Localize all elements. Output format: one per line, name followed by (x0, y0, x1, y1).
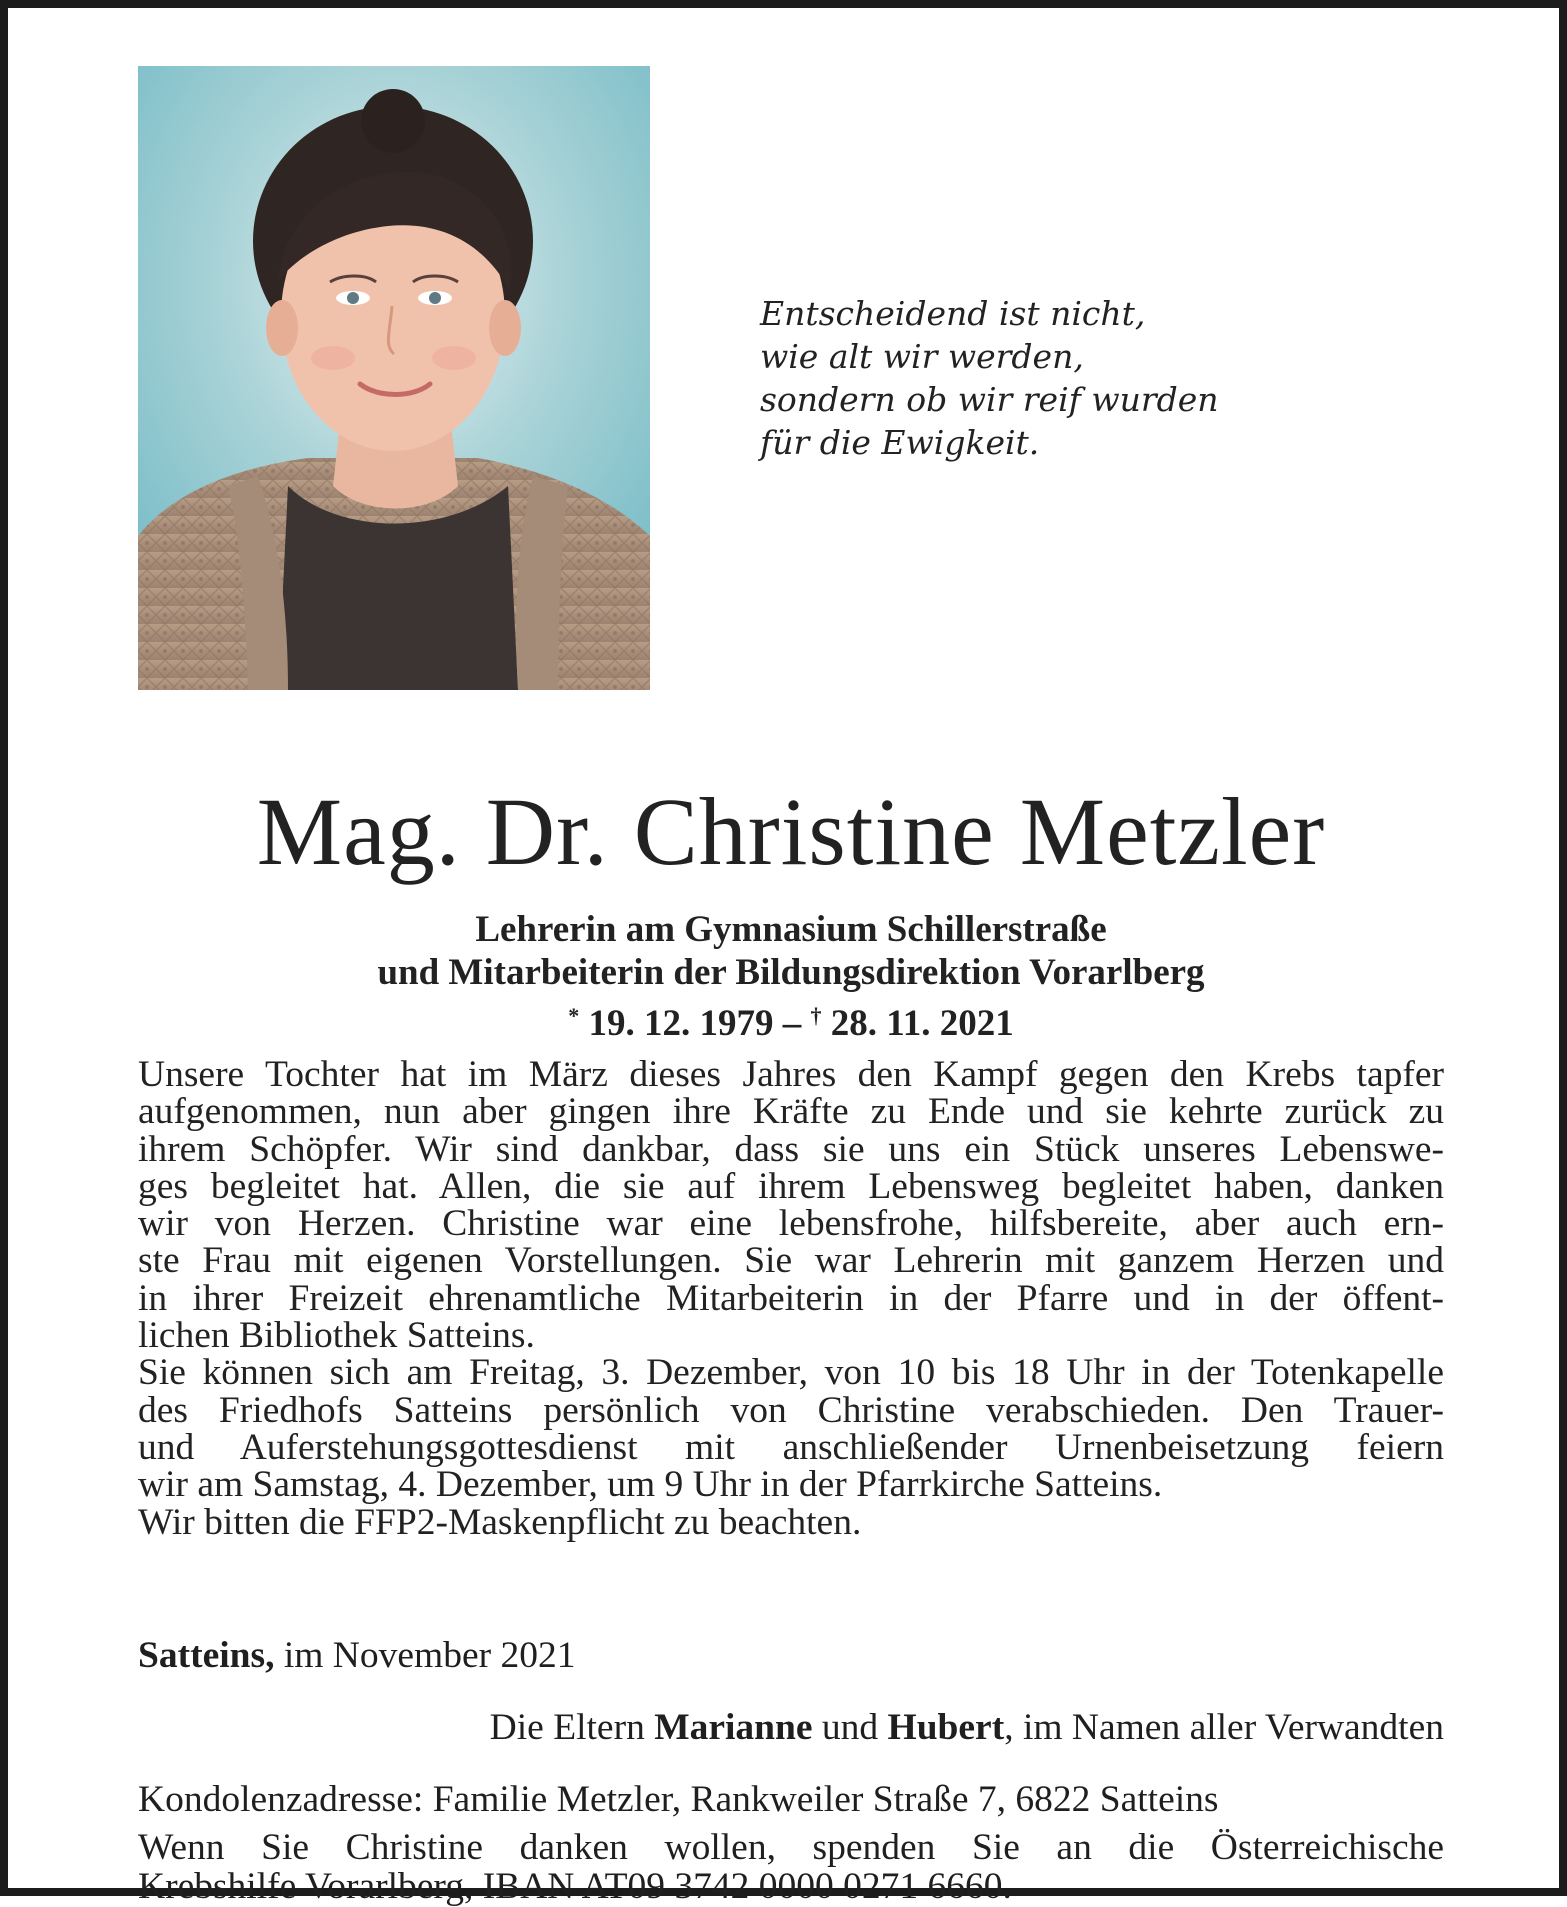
father-name: Hubert (887, 1707, 1005, 1748)
death-symbol: † (810, 1003, 822, 1028)
quote-line: für die Ewigkeit. (760, 423, 1040, 462)
text-line: ihrem Schöpfer. Wir sind dankbar, dass sie uns ein Stück unseres Lebenswe- (138, 1128, 1444, 1170)
occupation-line-1: Lehrerin am Gymnasium Schillerstraße (475, 909, 1107, 950)
place-town: Satteins, (138, 1635, 275, 1676)
text-line: wir am Samstag, 4. Dezember, um 9 Uhr in der Pfarrkirche Satteins. (138, 1464, 1163, 1506)
place-date: im November 2021 (274, 1635, 576, 1676)
occupation-line-2: und Mitarbeiterin der Bildungsdirektion Vorarlberg (377, 952, 1205, 993)
donation-line: Wenn Sie Christine danken wollen, spenden Sie an die Österreichische (138, 1827, 1444, 1868)
condolence-address: Kondolenzadresse: Familie Metzler, Rankweiler Straße 7, 6822 Satteins (138, 1779, 1219, 1820)
parents-suffix: , im Namen aller Verwandten (1004, 1707, 1444, 1748)
text-line: aufgenommen, nun aber gingen ihre Kräfte zu Ende und sie kehrte zurück zu (138, 1091, 1444, 1133)
mother-name: Marianne (654, 1707, 813, 1748)
text-line: ste Frau mit eigenen Vorstellungen. Sie war Lehrerin mit ganzem Herzen und (138, 1240, 1444, 1282)
text-line: ges begleitet hat. Allen, die sie auf ihrem Lebensweg begleitet haben, danken (138, 1165, 1444, 1207)
signatories (490, 1706, 1444, 1749)
donation-note (138, 1828, 1444, 1906)
deceased-name: Mag. Dr. Christine Metzler (256, 778, 1326, 885)
text-line: des Friedhofs Satteins persönlich von Christine verabschieden. Den Trauer- (138, 1389, 1444, 1431)
quote-line: wie alt wir werden, (760, 337, 1084, 376)
subtitle-block (138, 908, 1444, 1045)
birth-date: 19. 12. 1979 – (579, 1003, 811, 1044)
text-line: lichen Bibliothek Satteins. (138, 1315, 535, 1357)
quote-line: Entscheidend ist nicht, (760, 294, 1146, 333)
quote-block (760, 292, 1360, 464)
quote-line: sondern ob wir reif wurden (760, 380, 1219, 419)
birth-symbol: * (568, 1003, 580, 1028)
portrait-illustration (138, 66, 650, 690)
portrait-photo (138, 66, 650, 690)
life-dates (138, 994, 1444, 1045)
text-line: in ihrer Freizeit ehrenamtliche Mitarbeiterin in der Pfarre und in der öffent- (138, 1277, 1444, 1319)
text-line: Unsere Tochter hat im März dieses Jahres den Kampf gegen den Krebs tapfer (138, 1054, 1444, 1095)
text-line: Wir bitten die FFP2-Maskenpflicht zu beachten. (138, 1501, 862, 1543)
parents-prefix: Die Eltern (489, 1707, 655, 1748)
text-line: und Auferstehungsgottesdienst mit anschließender Urnenbeisetzung feiern (138, 1426, 1444, 1468)
obituary-text (138, 1056, 1444, 1541)
text-line: wir von Herzen. Christine war eine lebensfrohe, hilfsbereite, aber auch ern- (138, 1203, 1444, 1245)
death-date: 28. 11. 2021 (821, 1003, 1014, 1044)
text-line: Sie können sich am Freitag, 3. Dezember, von 10 bis 18 Uhr in der Totenkapelle (138, 1352, 1444, 1394)
parents-and: und (812, 1707, 888, 1748)
donation-line: Krebshilfe Vorarlberg, IBAN AT09 3742 0000 0271 6660. (138, 1866, 1012, 1907)
place-and-date (138, 1634, 1444, 1677)
